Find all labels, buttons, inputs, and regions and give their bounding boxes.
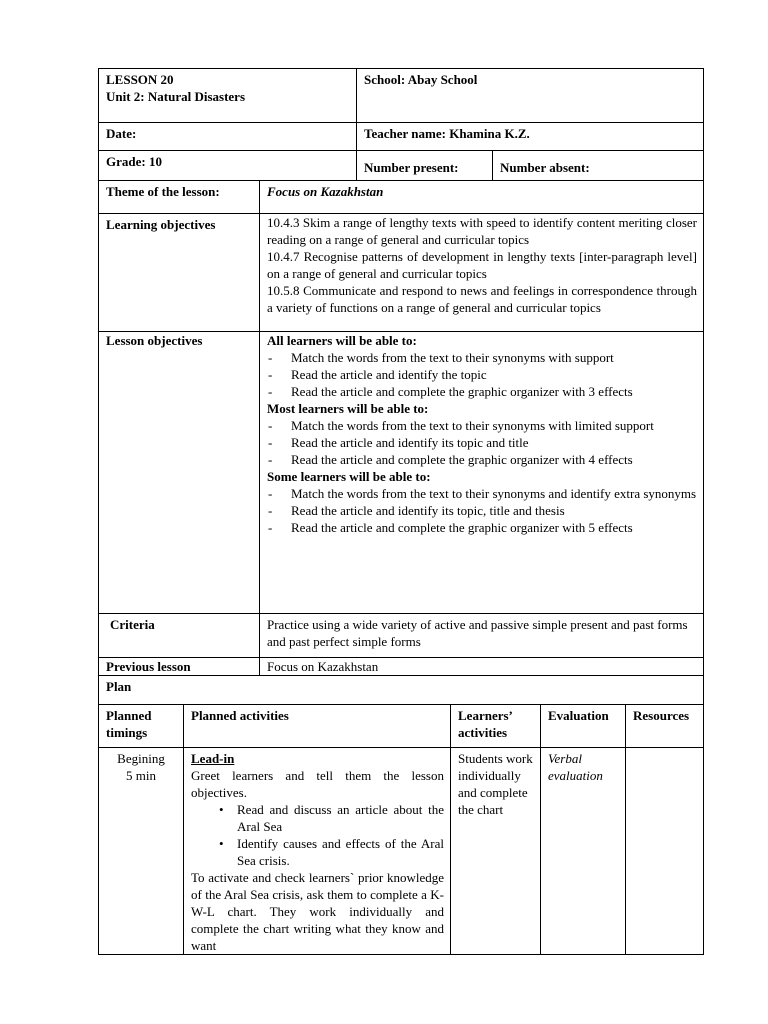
column-header-resources: Resources [626, 705, 704, 748]
timing-stage: Begining [117, 751, 165, 766]
theme-value: Focus on Kazakhstan [260, 181, 704, 214]
lesson-unit-cell [99, 69, 357, 123]
list-item: - Read the article and complete the graphic organizer with 4 effects [267, 451, 697, 468]
criteria-label: Criteria [99, 614, 260, 658]
activity-text: To activate and check learners` prior knowledge of the Aral Sea crisis, ask them to complete a K-W-L chart. They work individually and complete the chart writing what they know and want [191, 870, 444, 953]
timing-cell [99, 748, 184, 955]
previous-lesson-value: Focus on Kazakhstan [260, 658, 704, 676]
plan-table [98, 675, 704, 955]
unit-title: Unit 2: Natural Disasters [106, 89, 246, 104]
grade-cell: Grade: 10 [99, 151, 357, 181]
evaluation-cell: Verbal evaluation [541, 748, 626, 955]
learning-objectives-cell [260, 214, 704, 332]
date-cell: Date: [99, 123, 357, 151]
lesson-info-table [98, 68, 704, 181]
list-item: - Read the article and identify the topic [267, 366, 697, 383]
learning-objectives-label: Learning objectives [99, 214, 260, 332]
list-item: • Read and discuss an article about the Aral Sea [191, 801, 444, 835]
learning-objective: 10.4.3 Skim a range of lengthy texts with speed to identify content meriting closer reading on a range of general and curricular topics [267, 215, 697, 247]
number-absent-cell: Number absent: [493, 151, 704, 181]
list-item: - Match the words from the text to their synonyms with support [267, 349, 697, 366]
list-item: - Read the article and identify its topic, title and thesis [267, 502, 697, 519]
activity-title: Lead-in [191, 751, 235, 766]
column-header-timings: Planned timings [99, 705, 184, 748]
school-cell: School: Abay School [357, 69, 704, 123]
lesson-objectives-label: Lesson objectives [99, 332, 260, 614]
teacher-cell: Teacher name: Khamina K.Z. [357, 123, 704, 151]
list-item: - Read the article and identify its topic and title [267, 434, 697, 451]
timing-duration: 5 min [126, 768, 156, 783]
group-heading-all: All learners will be able to: [267, 333, 417, 348]
resources-cell [626, 748, 704, 955]
activity-intro: Greet learners and tell them the lesson objectives. [191, 768, 444, 800]
list-item: - Match the words from the text to their synonyms and identify extra synonyms [267, 485, 697, 502]
learning-objective: 10.5.8 Communicate and respond to news and feelings in correspondence through a variety of functions on a range of general and curricular topics [267, 283, 697, 315]
plan-heading: Plan [99, 676, 704, 705]
column-header-activities: Planned activities [184, 705, 451, 748]
previous-lesson-label: Previous lesson [99, 658, 260, 676]
list-item: - Match the words from the text to their synonyms with limited support [267, 417, 697, 434]
learning-objective: 10.4.7 Recognise patterns of development in lengthy texts [inter-paragraph level] on a range of general and curricular topics [267, 249, 697, 281]
group-list-some [267, 485, 697, 536]
group-heading-some: Some learners will be able to: [267, 469, 431, 484]
lesson-number: LESSON 20 [106, 72, 174, 87]
column-header-evaluation: Evaluation [541, 705, 626, 748]
objectives-table [98, 180, 704, 676]
column-header-learners: Learners’ activities [451, 705, 541, 748]
list-item: • Identify causes and effects of the Aral Sea crisis. [191, 835, 444, 869]
lesson-objectives-cell [260, 332, 704, 614]
group-list-all [267, 349, 697, 400]
criteria-value: Practice using a wide variety of active and passive simple present and past forms and past perfect simple forms [260, 614, 704, 658]
group-list-most [267, 417, 697, 468]
number-present-cell: Number present: [357, 151, 493, 181]
activity-bullets [191, 801, 444, 869]
group-heading-most: Most learners will be able to: [267, 401, 429, 416]
list-item: - Read the article and complete the graphic organizer with 5 effects [267, 519, 697, 536]
list-item: - Read the article and complete the graphic organizer with 3 effects [267, 383, 697, 400]
activities-cell [184, 748, 451, 955]
learners-activities-cell: Students work individually and complete the chart [451, 748, 541, 955]
theme-label: Theme of the lesson: [99, 181, 260, 214]
